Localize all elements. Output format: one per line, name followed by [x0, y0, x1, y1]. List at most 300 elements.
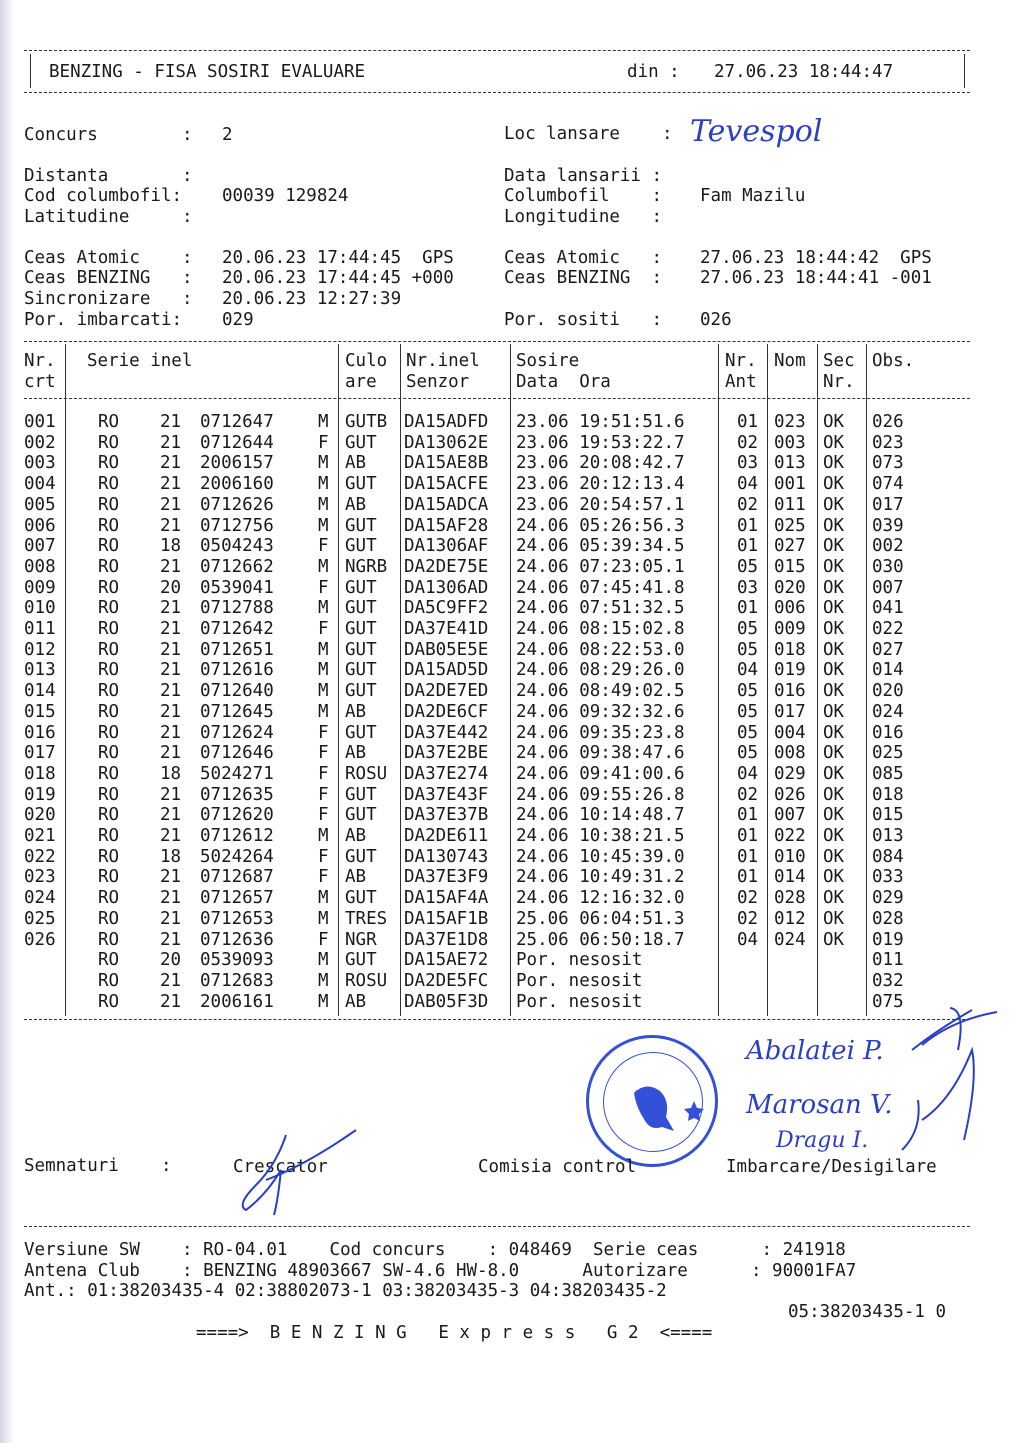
cell-sosire: Por. nesosit — [516, 950, 643, 971]
cell-an: 21 — [160, 474, 182, 495]
cell-obs: 029 — [872, 888, 904, 909]
cell-tara: RO — [98, 660, 120, 681]
ceas-benzing-label: Ceas BENZING : — [24, 268, 193, 288]
cell-sex: M — [318, 556, 329, 577]
header-left-border — [30, 54, 31, 88]
cell-culoare: GUT — [345, 784, 377, 805]
ceas-atomic-right-label: Ceas Atomic : — [504, 248, 663, 268]
cell-crt: 005 — [24, 494, 56, 515]
table-header-rule — [24, 398, 970, 399]
cell-senzor: DA37E3F9 — [404, 867, 489, 888]
cell-culoare: AB — [345, 494, 367, 515]
cell-senzor: DA15AE8B — [404, 453, 489, 474]
cell-senzor: DA2DE7ED — [404, 681, 489, 702]
cell-nom: 024 — [774, 929, 806, 950]
cell-serie: 0712788 — [200, 598, 274, 619]
cell-obs: 025 — [872, 743, 904, 764]
cell-culoare: AB — [345, 867, 367, 888]
cell-sec: OK — [823, 867, 845, 888]
cell-nom: 016 — [774, 681, 806, 702]
cell-sex: M — [318, 908, 329, 929]
cell-serie: 0712636 — [200, 929, 274, 950]
cell-sosire: 24.06 09:35:23.8 — [516, 722, 685, 743]
th-obs: Obs. — [872, 351, 915, 371]
cell-sec: OK — [823, 474, 845, 495]
cell-sec: OK — [823, 681, 845, 702]
cell-sosire: 23.06 20:12:13.4 — [516, 474, 685, 495]
cell-ant: 04 — [737, 660, 759, 681]
cell-crt: 001 — [24, 412, 56, 432]
cell-sec: OK — [823, 722, 845, 743]
latitudine-label: Latitudine : — [24, 207, 193, 227]
cell-serie: 0712642 — [200, 619, 274, 639]
cell-senzor: DA37E442 — [404, 722, 489, 743]
cell-obs: 024 — [872, 701, 904, 722]
association-stamp — [586, 1035, 718, 1167]
ceas-atomic-right: 27.06.23 18:44:42 GPS — [700, 248, 932, 268]
cell-senzor: DA5C9FF2 — [404, 598, 489, 619]
cell-crt: 003 — [24, 453, 56, 474]
cell-sex: F — [318, 432, 329, 453]
cell-ant: 05 — [737, 722, 759, 743]
cell-culoare: GUT — [345, 888, 377, 909]
loc-lansare-handwritten: Tevespol — [690, 114, 823, 149]
cell-obs: 027 — [872, 639, 904, 660]
cell-senzor: DA37E37B — [404, 805, 489, 826]
cell-obs: 039 — [872, 515, 904, 536]
cell-ant: 05 — [737, 701, 759, 722]
cell-senzor: DA2DE6CF — [404, 701, 489, 722]
cell-sosire: 24.06 09:55:26.8 — [516, 784, 685, 805]
th-senzor: Senzor — [406, 372, 470, 392]
cell-culoare: GUT — [345, 660, 377, 681]
cell-sex: M — [318, 453, 329, 474]
hand-name-1: Abalatei P. — [746, 1036, 884, 1066]
cell-tara: RO — [98, 494, 120, 515]
cell-sex: F — [318, 929, 329, 950]
cell-culoare: GUT — [345, 950, 377, 971]
cell-sosire: 23.06 19:53:22.7 — [516, 432, 685, 453]
cell-sex: M — [318, 950, 329, 971]
cell-sex: F — [318, 763, 329, 784]
footer-line-2: Antena Club : BENZING 48903667 SW-4.6 HW-8.0 Autorizare : 90001FA7 — [24, 1261, 857, 1281]
cell-senzor: DA1306AF — [404, 536, 489, 557]
cell-nom: 028 — [774, 888, 806, 909]
cell-culoare: GUT — [345, 805, 377, 826]
cell-sosire: 24.06 09:38:47.6 — [516, 743, 685, 764]
cell-crt: 023 — [24, 867, 56, 888]
cell-an: 21 — [160, 826, 182, 846]
cell-crt: 015 — [24, 701, 56, 722]
cell-senzor: DA37E1D8 — [404, 929, 489, 950]
th-are: are — [345, 372, 377, 392]
cell-ant: 01 — [737, 536, 759, 557]
cell-an: 21 — [160, 494, 182, 515]
cell-an: 21 — [160, 970, 182, 991]
cell-serie: 0712647 — [200, 412, 274, 432]
cell-sosire: 24.06 05:26:56.3 — [516, 515, 685, 536]
cell-ant: 01 — [737, 867, 759, 888]
table-row — [0, 433, 1024, 454]
cell-obs: 020 — [872, 681, 904, 702]
table-row — [0, 764, 1024, 785]
th-sosire: Sosire — [516, 351, 580, 371]
cell-nom: 022 — [774, 826, 806, 846]
table-row — [0, 743, 1024, 764]
table-row — [0, 516, 1024, 537]
cell-sec: OK — [823, 494, 845, 515]
cell-senzor: DA1306AD — [404, 577, 489, 598]
cell-nom: 003 — [774, 432, 806, 453]
cell-crt: 022 — [24, 846, 56, 867]
cell-an: 21 — [160, 805, 182, 826]
cell-senzor: DA15ACFE — [404, 474, 489, 495]
por-imbarcati-value: 029 — [222, 310, 254, 330]
cell-serie: 2006157 — [200, 453, 274, 474]
cell-serie: 0712626 — [200, 494, 274, 515]
table-row — [0, 785, 1024, 806]
cell-nom: 011 — [774, 494, 806, 515]
cell-sec: OK — [823, 908, 845, 929]
cod-columbofil-value: 00039 129824 — [222, 186, 349, 206]
table-row — [0, 888, 1024, 909]
th-nr: Nr. — [24, 351, 56, 371]
cell-obs: 026 — [872, 412, 904, 432]
cell-sosire: 24.06 10:38:21.5 — [516, 826, 685, 846]
table-row — [0, 971, 1024, 992]
cell-an: 21 — [160, 660, 182, 681]
cell-serie: 0712657 — [200, 888, 274, 909]
cell-sosire: 24.06 08:15:02.8 — [516, 619, 685, 639]
cell-ant: 02 — [737, 888, 759, 909]
cell-tara: RO — [98, 577, 120, 598]
cell-sec: OK — [823, 701, 845, 722]
cell-obs: 075 — [872, 991, 904, 1012]
cell-nom: 025 — [774, 515, 806, 536]
cell-crt: 014 — [24, 681, 56, 702]
cell-ant: 05 — [737, 639, 759, 660]
table-row — [0, 474, 1024, 495]
cell-nom: 012 — [774, 908, 806, 929]
cell-sex: M — [318, 494, 329, 515]
cell-obs: 017 — [872, 494, 904, 515]
table-row — [0, 681, 1024, 702]
table-row — [0, 619, 1024, 640]
cell-tara: RO — [98, 639, 120, 660]
cell-obs: 084 — [872, 846, 904, 867]
cell-obs: 011 — [872, 950, 904, 971]
cell-sec: OK — [823, 577, 845, 598]
cell-culoare: GUT — [345, 432, 377, 453]
cell-tara: RO — [98, 991, 120, 1012]
cell-an: 18 — [160, 536, 182, 557]
cell-obs: 014 — [872, 660, 904, 681]
cell-serie: 0712635 — [200, 784, 274, 805]
cell-ant: 04 — [737, 763, 759, 784]
cell-tara: RO — [98, 908, 120, 929]
cell-serie: 0712687 — [200, 867, 274, 888]
cell-crt: 024 — [24, 888, 56, 909]
cell-ant: 02 — [737, 784, 759, 805]
cell-culoare: GUT — [345, 474, 377, 495]
cell-culoare: GUT — [345, 619, 377, 639]
cell-sosire: 24.06 07:45:41.8 — [516, 577, 685, 598]
ceas-atomic-label: Ceas Atomic : — [24, 248, 193, 268]
footer-line-1: Versiune SW : RO-04.01 Cod concurs : 048469 Serie ceas : 241918 — [24, 1240, 846, 1260]
table-row — [0, 847, 1024, 868]
table-row — [0, 950, 1024, 971]
cell-sosire: 24.06 09:41:00.6 — [516, 763, 685, 784]
cell-crt: 025 — [24, 908, 56, 929]
cell-tara: RO — [98, 536, 120, 557]
imbarcare-label: Imbarcare/Desigilare — [726, 1157, 937, 1177]
table-row — [0, 453, 1024, 474]
cell-culoare: AB — [345, 991, 367, 1012]
por-sositi-value: 026 — [700, 310, 732, 330]
cell-sosire: 24.06 12:16:32.0 — [516, 888, 685, 909]
th-sec-nr: Nr. — [823, 372, 855, 392]
cell-sec: OK — [823, 763, 845, 784]
cell-sex: M — [318, 474, 329, 495]
cell-nom: 009 — [774, 619, 806, 639]
cell-serie: 0712653 — [200, 908, 274, 929]
cell-nom: 026 — [774, 784, 806, 805]
cell-sec: OK — [823, 929, 845, 950]
cell-culoare: TRES — [345, 908, 388, 929]
cell-senzor: DA15AF1B — [404, 908, 489, 929]
cell-sosire: 24.06 05:39:34.5 — [516, 536, 685, 557]
cell-culoare: ROSU — [345, 763, 388, 784]
cell-sosire: 24.06 09:32:32.6 — [516, 701, 685, 722]
cell-serie: 2006160 — [200, 474, 274, 495]
por-imbarcati-label: Por. imbarcati: — [24, 310, 183, 330]
cell-an: 21 — [160, 453, 182, 474]
cell-an: 21 — [160, 722, 182, 743]
cell-senzor: DA15ADCA — [404, 494, 489, 515]
cell-senzor: DA15AD5D — [404, 660, 489, 681]
table-row — [0, 909, 1024, 930]
cell-ant: 02 — [737, 432, 759, 453]
th-crt: crt — [24, 372, 56, 392]
pigeon-icon — [586, 1035, 718, 1167]
cell-ant: 03 — [737, 453, 759, 474]
cell-culoare: GUT — [345, 722, 377, 743]
cell-tara: RO — [98, 681, 120, 702]
cell-nom: 020 — [774, 577, 806, 598]
cell-sex: M — [318, 681, 329, 702]
cell-obs: 041 — [872, 598, 904, 619]
cell-an: 21 — [160, 701, 182, 722]
cell-crt: 017 — [24, 743, 56, 764]
cell-crt: 020 — [24, 805, 56, 826]
cell-serie: 2006161 — [200, 991, 274, 1012]
cell-culoare: AB — [345, 453, 367, 474]
din-label: din : — [627, 62, 680, 82]
th-nr-inel: Nr.inel — [406, 351, 480, 371]
cell-senzor: DAB05F3D — [404, 991, 489, 1012]
cell-culoare: ROSU — [345, 970, 388, 991]
cell-tara: RO — [98, 556, 120, 577]
cell-tara: RO — [98, 763, 120, 784]
footer-rule — [24, 1226, 970, 1227]
cell-sex: M — [318, 412, 329, 432]
printed-at: 27.06.23 18:44:47 — [714, 62, 894, 82]
cell-sosire: 24.06 07:23:05.1 — [516, 556, 685, 577]
concurs-label: Concurs : — [24, 125, 193, 145]
cell-senzor: DA15AF28 — [404, 515, 489, 536]
cell-an: 21 — [160, 743, 182, 764]
cell-serie: 0712662 — [200, 556, 274, 577]
cell-crt: 009 — [24, 577, 56, 598]
cell-culoare: GUT — [345, 681, 377, 702]
cell-nom: 018 — [774, 639, 806, 660]
cell-sec: OK — [823, 639, 845, 660]
cell-obs: 085 — [872, 763, 904, 784]
cell-obs: 023 — [872, 432, 904, 453]
crescator-signature — [226, 1125, 366, 1220]
cell-tara: RO — [98, 867, 120, 888]
table-row — [0, 660, 1024, 681]
cell-crt: 018 — [24, 763, 56, 784]
cell-crt: 008 — [24, 556, 56, 577]
cell-sex: F — [318, 722, 329, 743]
cell-obs: 073 — [872, 453, 904, 474]
cell-tara: RO — [98, 950, 120, 971]
cell-sec: OK — [823, 598, 845, 619]
cell-serie: 0712683 — [200, 970, 274, 991]
cell-serie: 0712644 — [200, 432, 274, 453]
cell-nom: 007 — [774, 805, 806, 826]
cell-tara: RO — [98, 743, 120, 764]
header-bottom-rule — [24, 92, 970, 93]
cell-ant: 04 — [737, 474, 759, 495]
cell-culoare: NGRB — [345, 556, 388, 577]
cell-sosire: 24.06 10:14:48.7 — [516, 805, 685, 826]
cell-an: 21 — [160, 619, 182, 639]
cell-nom: 019 — [774, 660, 806, 681]
table-row — [0, 557, 1024, 578]
cell-culoare: GUT — [345, 515, 377, 536]
cell-sec: OK — [823, 846, 845, 867]
cell-tara: RO — [98, 412, 120, 432]
report-title: BENZING - FISA SOSIRI EVALUARE — [49, 62, 366, 82]
cell-sex: M — [318, 660, 329, 681]
cell-an: 21 — [160, 929, 182, 950]
cell-an: 20 — [160, 950, 182, 971]
cell-tara: RO — [98, 619, 120, 639]
cell-tara: RO — [98, 474, 120, 495]
cell-ant: 03 — [737, 577, 759, 598]
cell-crt: 011 — [24, 619, 56, 639]
th-sec: Sec — [823, 351, 855, 371]
cell-an: 21 — [160, 681, 182, 702]
cell-serie: 5024264 — [200, 846, 274, 867]
cell-sec: OK — [823, 805, 845, 826]
cell-sex: F — [318, 536, 329, 557]
cell-crt: 013 — [24, 660, 56, 681]
cell-culoare: AB — [345, 701, 367, 722]
cell-serie: 0712640 — [200, 681, 274, 702]
data-lansarii-label: Data lansarii : — [504, 166, 663, 186]
cell-an: 21 — [160, 784, 182, 805]
cell-crt: 016 — [24, 722, 56, 743]
cell-ant: 01 — [737, 598, 759, 619]
cell-crt: 006 — [24, 515, 56, 536]
comisia-label: Comisia control — [478, 1157, 637, 1177]
cell-an: 18 — [160, 763, 182, 784]
cell-ant: 02 — [737, 494, 759, 515]
cell-ant: 05 — [737, 619, 759, 639]
table-row — [0, 702, 1024, 723]
cell-obs: 016 — [872, 722, 904, 743]
cod-columbofil-label: Cod columbofil: — [24, 186, 183, 206]
cell-sec: OK — [823, 784, 845, 805]
cell-obs: 030 — [872, 556, 904, 577]
cell-nom: 004 — [774, 722, 806, 743]
cell-sosire: 23.06 20:08:42.7 — [516, 453, 685, 474]
ceas-benzing-right-label: Ceas BENZING : — [504, 268, 663, 288]
cell-sec: OK — [823, 432, 845, 453]
cell-crt: 004 — [24, 474, 56, 495]
cell-culoare: GUT — [345, 846, 377, 867]
table-row — [0, 930, 1024, 951]
cell-sex: F — [318, 577, 329, 598]
cell-culoare: GUT — [345, 536, 377, 557]
cell-nom: 017 — [774, 701, 806, 722]
cell-crt: 010 — [24, 598, 56, 619]
cell-senzor: DA15AE72 — [404, 950, 489, 971]
table-row — [0, 805, 1024, 826]
cell-sosire: 24.06 08:49:02.5 — [516, 681, 685, 702]
table-row — [0, 826, 1024, 847]
table-top-rule — [24, 341, 970, 342]
cell-senzor: DA2DE5FC — [404, 970, 489, 991]
cell-an: 21 — [160, 888, 182, 909]
cell-ant: 05 — [737, 681, 759, 702]
cell-an: 21 — [160, 556, 182, 577]
table-row — [0, 536, 1024, 557]
cell-ant: 04 — [737, 929, 759, 950]
table-row — [0, 495, 1024, 516]
cell-nom: 013 — [774, 453, 806, 474]
cell-tara: RO — [98, 784, 120, 805]
cell-sex: M — [318, 888, 329, 909]
sincronizare-value: 20.06.23 12:27:39 — [222, 289, 402, 309]
cell-obs: 015 — [872, 805, 904, 826]
hand-name-3: Dragu I. — [776, 1128, 869, 1153]
longitudine-label: Longitudine : — [504, 207, 663, 227]
ceas-benzing-right: 27.06.23 18:44:41 -001 — [700, 268, 932, 288]
cell-obs: 018 — [872, 784, 904, 805]
cell-senzor: DA13062E — [404, 432, 489, 453]
cell-an: 21 — [160, 867, 182, 888]
sincronizare-label: Sincronizare : — [24, 289, 193, 309]
cell-serie: 0712620 — [200, 805, 274, 826]
cell-crt: 021 — [24, 826, 56, 846]
hand-name-2: Marosan V. — [746, 1090, 893, 1120]
cell-sec: OK — [823, 412, 845, 432]
cell-nom: 006 — [774, 598, 806, 619]
cell-tara: RO — [98, 805, 120, 826]
cell-sex: F — [318, 619, 329, 639]
benzing-express-banner: ====> B E N Z I N G E x p r e s s G 2 <==== — [196, 1323, 713, 1343]
cell-serie: 0539041 — [200, 577, 274, 598]
cell-serie: 0712612 — [200, 826, 274, 846]
cell-an: 21 — [160, 515, 182, 536]
cell-an: 20 — [160, 577, 182, 598]
cell-an: 21 — [160, 432, 182, 453]
cell-serie: 0539093 — [200, 950, 274, 971]
